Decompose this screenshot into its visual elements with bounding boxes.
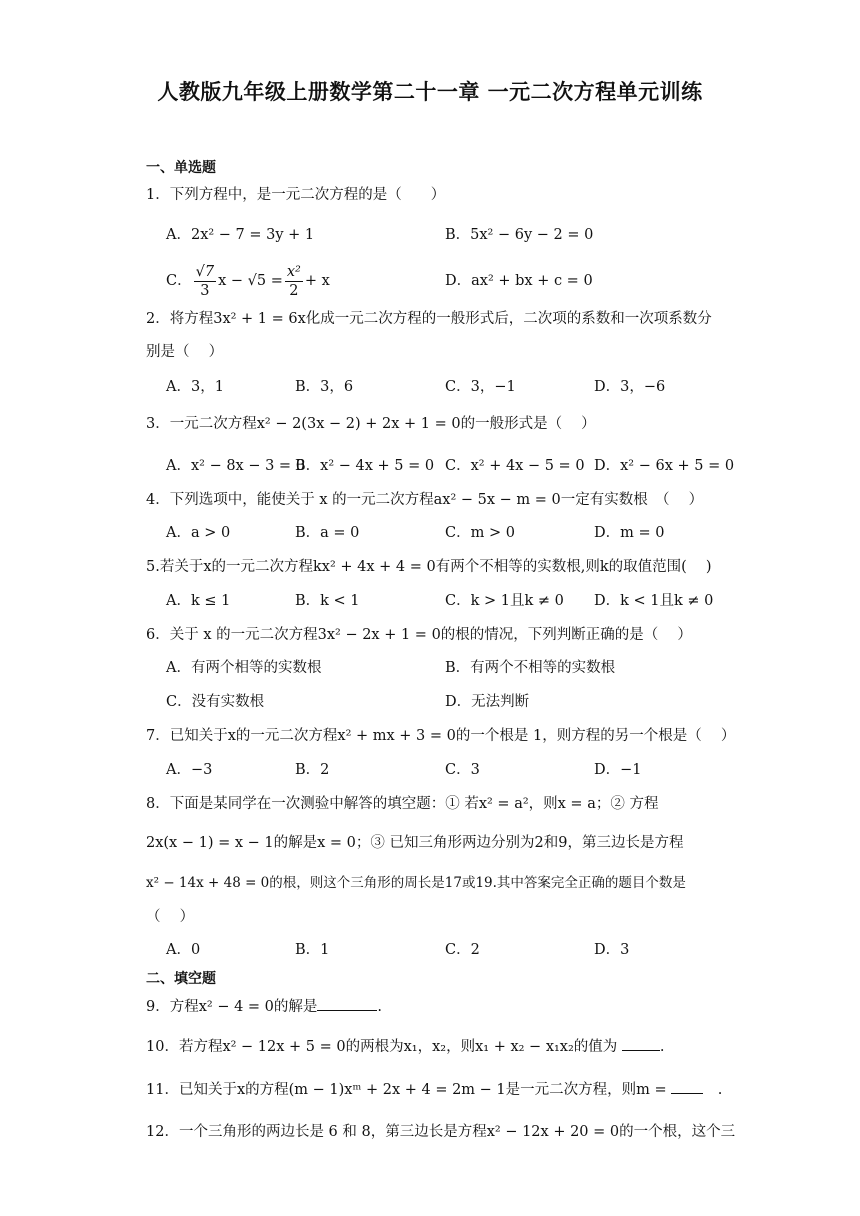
question-1-option-c-label: C． [166,273,192,289]
question-4-option-a: A．a > 0 [166,525,231,541]
question-1-option-c-tail: + x [304,273,330,289]
question-1-option-c [166,262,330,300]
question-3-option-c: C．x² + 4x − 5 = 0 [445,458,585,474]
fraction-denominator: 2 [289,282,299,299]
question-8-option-c: C．2 [445,942,480,958]
question-2-option-c: C．3，−1 [445,379,516,395]
question-6-option-c: C．没有实数根 [166,694,265,710]
question-7-option-d: D．−1 [594,762,642,778]
question-3-option-b: B．x² − 4x + 5 = 0 [295,458,435,474]
question-8-line4: （ ） [146,909,195,925]
question-11-end: . [703,1082,723,1098]
question-3-option-d: D．x² − 6x + 5 = 0 [594,458,735,474]
question-2-option-a: A．3，1 [166,379,224,395]
question-3-option-a: A．x² − 8x − 3 = 0 [166,458,305,474]
question-1-option-c-middle: x − √5 = [218,273,283,289]
question-1-option-d: D．ax² + bx + c = 0 [445,273,593,289]
question-5-stem: 5.若关于x的一元二次方程kx² + 4x + 4 = 0有两个不相等的实数根,则k的取值范围( ) [146,559,712,575]
question-9-end: . [377,999,383,1015]
answer-blank[interactable] [622,1036,660,1051]
question-4-option-c: C．m > 0 [445,525,515,541]
question-5-option-c: C．k > 1且k ≠ 0 [445,593,564,609]
section-heading-single-choice: 一、单选题 [146,160,216,176]
question-11 [146,1079,722,1100]
question-2-option-d: D．3，−6 [594,379,666,395]
question-10 [146,1036,665,1057]
question-4-stem: 4．下列选项中，能使关于 x 的一元二次方程ax² − 5x − m = 0一定有实数根 （ ） [146,492,704,508]
answer-blank[interactable] [671,1079,703,1094]
question-2-option-b: B．3，6 [295,379,354,395]
question-4-option-d: D．m = 0 [594,525,665,541]
question-6-option-d: D．无法判断 [445,694,530,710]
section-heading-fill-blank: 二、填空题 [146,971,216,987]
question-5-option-b: B．k < 1 [295,593,360,609]
question-2-stem-line1: 2．将方程3x² + 1 = 6x化成一元二次方程的一般形式后，二次项的系数和一次项系数分 [146,311,712,327]
fraction-x2-over-2 [285,263,303,300]
question-2-stem-line2: 别是（ ） [146,344,224,360]
fraction-numerator: √7 [195,263,215,280]
question-11-text: 11．已知关于x的方程(m − 1)xᵐ + 2x + 4 = 2m − 1是一元二次方程，则m = [146,1082,672,1098]
question-8-line2: 2x(x − 1) = x − 1的解是x = 0；③ 已知三角形两边分别为2和9，第三边长是方程 [146,835,684,851]
question-3-stem: 3．一元二次方程x² − 2(3x − 2) + 2x + 1 = 0的一般形式是（ ） [146,416,596,432]
fraction-denominator: 3 [200,282,210,299]
answer-blank[interactable] [317,996,377,1011]
question-8-line1: 8．下面是某同学在一次测验中解答的填空题：① 若x² = a²，则x = a；② 方程 [146,796,659,812]
question-1-option-a: A．2x² − 7 = 3y + 1 [166,227,315,243]
question-7-option-a: A．−3 [166,762,213,778]
question-8-option-a: A．0 [166,942,201,958]
question-7-option-b: B．2 [295,762,330,778]
question-4-option-b: B．a = 0 [295,525,360,541]
question-6-stem: 6．关于 x 的一元二次方程3x² − 2x + 1 = 0的根的情况，下列判断正确的是（ ） [146,627,692,643]
question-9-text: 9．方程x² − 4 = 0的解是 [146,999,318,1015]
page-title: 人教版九年级上册数学第二十一章 一元二次方程单元训练 [157,80,703,104]
question-5-option-a: A．k ≤ 1 [166,593,231,609]
question-6-option-b: B．有两个不相等的实数根 [445,660,616,676]
question-1-option-b: B．5x² − 6y − 2 = 0 [445,227,594,243]
question-8-line3: x² − 14x + 48 = 0的根，则这个三角形的周长是17或19.其中答案完全正确的题目个数是 [146,875,686,891]
fraction-numerator: x² [286,263,301,280]
question-12-line1: 12．一个三角形的两边长是 6 和 8，第三边长是方程x² − 12x + 20 = 0的一个根，这个三 [146,1124,736,1140]
fraction-sqrt7-over-3 [194,263,216,300]
question-7-stem: 7．已知关于x的一元二次方程x² + mx + 3 = 0的一个根是 1，则方程的另一个根是（ ） [146,728,736,744]
question-9 [146,996,382,1017]
question-7-option-c: C．3 [445,762,480,778]
question-10-end: . [659,1039,665,1055]
question-10-text: 10．若方程x² − 12x + 5 = 0的两根为x₁，x₂，则x₁ + x₂ − x₁x₂的值为 [146,1039,622,1055]
question-5-option-d: D．k < 1且k ≠ 0 [594,593,714,609]
question-1-stem: 1．下列方程中，是一元二次方程的是（ ） [146,187,446,203]
question-8-option-d: D．3 [594,942,630,958]
question-6-option-a: A．有两个相等的实数根 [166,660,322,676]
question-8-option-b: B．1 [295,942,330,958]
